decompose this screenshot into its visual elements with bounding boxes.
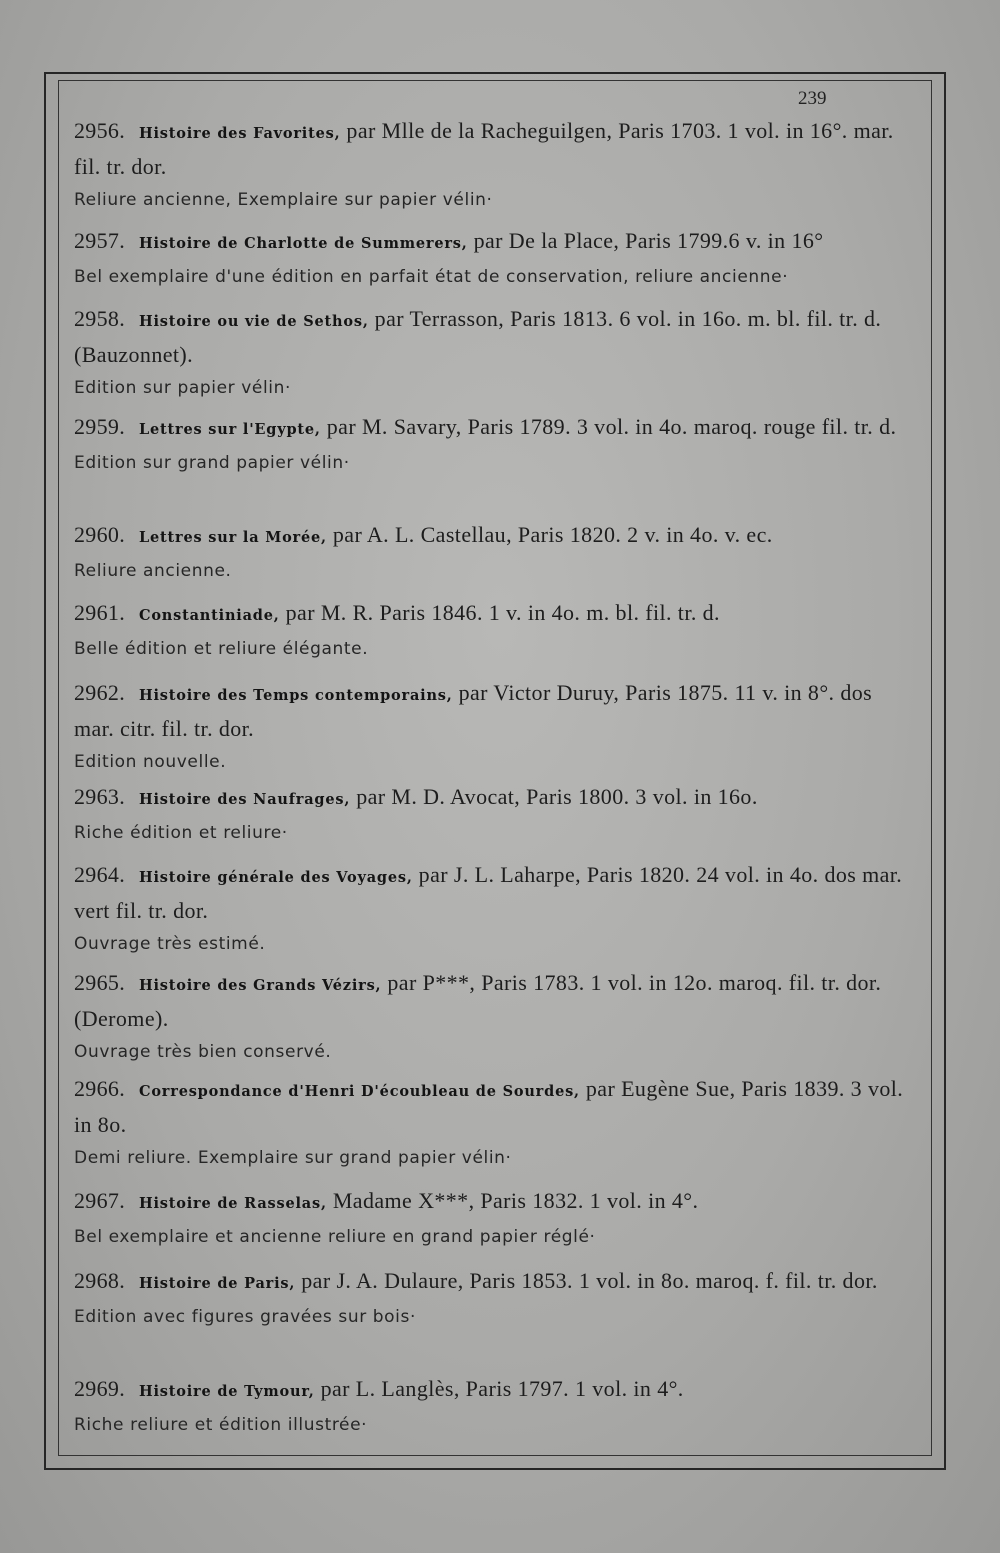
catalog-entry [74, 114, 906, 215]
entry-details: Madame X***, Paris 1832. 1 vol. in 4°. [332, 1188, 699, 1213]
entry-note: Edition nouvelle. [74, 752, 227, 772]
entry-details: par P***, Paris 1783. 1 vol. in 12o. maroq. fil. tr. dor. (Derome). [74, 970, 882, 1031]
entry-heading [74, 1072, 906, 1141]
entry-details: par M. Savary, Paris 1789. 3 vol. in 4o. maroq. rouge fil. tr. d. [326, 414, 897, 439]
catalog-entry [74, 1184, 906, 1252]
entry-title: Lettres sur la Morée, [139, 529, 327, 546]
entry-number: 2968. [74, 1268, 125, 1293]
entry-note: Demi reliure. Exemplaire sur grand papier vélin· [74, 1148, 512, 1168]
entry-number: 2958. [74, 306, 125, 331]
entry-note: Edition sur grand papier vélin· [74, 453, 350, 473]
entry-details: par De la Place, Paris 1799.6 v. in 16° [473, 228, 824, 253]
catalog-entry [74, 676, 906, 777]
catalog-entry [74, 410, 906, 478]
entry-note: Ouvrage très estimé. [74, 934, 266, 954]
entry-title: Histoire des Favorites, [139, 125, 341, 142]
entry-heading [74, 114, 906, 183]
entry-note: Riche édition et reliure· [74, 823, 288, 843]
entry-number: 2962. [74, 680, 125, 705]
entry-number: 2956. [74, 118, 125, 143]
entry-details: par A. L. Castellau, Paris 1820. 2 v. in 4o. v. ec. [332, 522, 773, 547]
catalog-entry [74, 518, 906, 586]
catalog-entry [74, 1072, 906, 1173]
entry-heading [74, 1184, 906, 1220]
entry-number: 2965. [74, 970, 125, 995]
entry-number: 2961. [74, 600, 125, 625]
entry-note: Bel exemplaire d'une édition en parfait état de conservation, reliure ancienne· [74, 267, 789, 287]
entry-note: Edition avec figures gravées sur bois· [74, 1307, 416, 1327]
entry-number: 2963. [74, 784, 125, 809]
catalog-entry [74, 1264, 906, 1332]
entry-note: Riche reliure et édition illustrée· [74, 1415, 368, 1435]
entry-heading [74, 518, 906, 554]
entry-heading [74, 302, 906, 371]
entry-title: Constantiniade, [139, 607, 280, 624]
entry-title: Histoire de Rasselas, [139, 1195, 327, 1212]
entry-title: Histoire des Grands Vézirs, [139, 977, 382, 994]
entry-details: par J. L. Laharpe, Paris 1820. 24 vol. in 4o. dos mar. vert fil. tr. dor. [74, 862, 903, 923]
catalog-entry [74, 780, 906, 848]
entry-title: Histoire ou vie de Sethos, [139, 313, 369, 330]
entry-note: Bel exemplaire et ancienne reliure en grand papier réglé· [74, 1227, 596, 1247]
entry-number: 2967. [74, 1188, 125, 1213]
entry-details: par M. D. Avocat, Paris 1800. 3 vol. in 16o. [356, 784, 758, 809]
entry-note: Edition sur papier vélin· [74, 378, 291, 398]
catalog-entry [74, 224, 906, 292]
entry-heading [74, 858, 906, 927]
entry-title: Histoire générale des Voyages, [139, 869, 413, 886]
entry-heading [74, 410, 906, 446]
entry-number: 2957. [74, 228, 125, 253]
entry-title: Histoire des Naufrages, [139, 791, 351, 808]
entry-number: 2966. [74, 1076, 125, 1101]
catalog-entry [74, 858, 906, 959]
entry-heading [74, 596, 906, 632]
entry-details: par Terrasson, Paris 1813. 6 vol. in 16o. m. bl. fil. tr. d. (Bauzonnet). [74, 306, 882, 367]
catalog-entry [74, 966, 906, 1067]
entry-number: 2960. [74, 522, 125, 547]
page-number: 239 [798, 88, 827, 109]
entry-title: Histoire des Temps contemporains, [139, 687, 453, 704]
entry-details: par Mlle de la Racheguilgen, Paris 1703. 1 vol. in 16°. mar. fil. tr. dor. [74, 118, 894, 179]
entry-heading [74, 966, 906, 1035]
entry-details: par Victor Duruy, Paris 1875. 11 v. in 8°. dos mar. citr. fil. tr. dor. [74, 680, 873, 741]
catalog-entry [74, 302, 906, 403]
entry-title: Histoire de Paris, [139, 1275, 296, 1292]
entry-note: Ouvrage très bien conservé. [74, 1042, 332, 1062]
entry-details: par J. A. Dulaure, Paris 1853. 1 vol. in 8o. maroq. f. fil. tr. dor. [301, 1268, 878, 1293]
entry-heading [74, 224, 906, 260]
entry-heading [74, 1264, 906, 1300]
entry-note: Reliure ancienne. [74, 561, 232, 581]
catalog-entry [74, 1372, 906, 1440]
entry-heading [74, 1372, 906, 1408]
entry-number: 2959. [74, 414, 125, 439]
entry-details: par M. R. Paris 1846. 1 v. in 4o. m. bl. fil. tr. d. [285, 600, 720, 625]
entry-details: par L. Langlès, Paris 1797. 1 vol. in 4°. [320, 1376, 684, 1401]
entry-heading [74, 676, 906, 745]
entry-title: Correspondance d'Henri D'écoubleau de Sourdes, [139, 1083, 580, 1100]
catalog-entry [74, 596, 906, 664]
entry-note: Reliure ancienne, Exemplaire sur papier vélin· [74, 190, 493, 210]
entry-number: 2964. [74, 862, 125, 887]
entry-note: Belle édition et reliure élégante. [74, 639, 369, 659]
entry-details: par Eugène Sue, Paris 1839. 3 vol. in 8o. [74, 1076, 904, 1137]
entry-heading [74, 780, 906, 816]
entry-title: Lettres sur l'Egypte, [139, 421, 321, 438]
entry-number: 2969. [74, 1376, 125, 1401]
entry-title: Histoire de Tymour, [139, 1383, 315, 1400]
entry-title: Histoire de Charlotte de Summerers, [139, 235, 468, 252]
